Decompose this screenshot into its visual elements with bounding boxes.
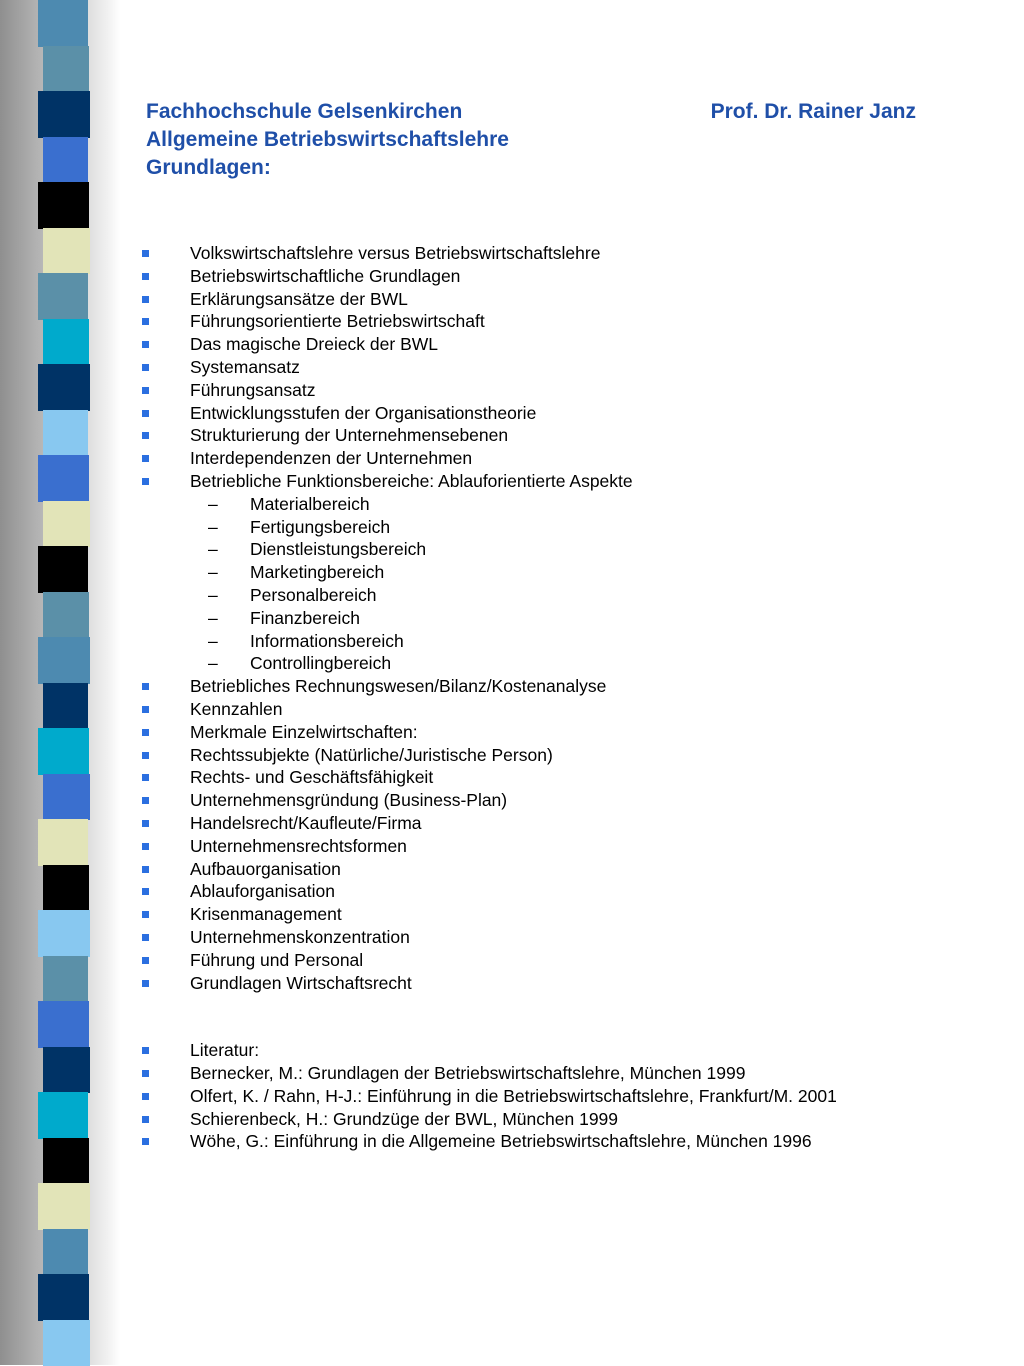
dash-marker: –	[208, 493, 218, 516]
dash-marker: –	[208, 561, 218, 584]
stripe-segment	[38, 546, 88, 593]
square-bullet-icon	[142, 706, 149, 713]
square-bullet-icon	[142, 774, 149, 781]
stripe-segment	[43, 228, 90, 275]
subtopic-text: Personalbereich	[250, 585, 376, 605]
subtopic-text: Controllingbereich	[250, 653, 391, 673]
topic-text: Führung und Personal	[190, 950, 363, 970]
square-bullet-icon	[142, 729, 149, 736]
sub-list-item	[140, 607, 1000, 630]
header-line-1	[146, 98, 916, 126]
list-item	[140, 789, 1000, 812]
list-item	[140, 766, 1000, 789]
literature-item	[140, 1062, 1000, 1085]
square-bullet-icon	[142, 432, 149, 439]
list-item	[140, 858, 1000, 881]
stripe-segment	[43, 501, 90, 548]
stripe-segment	[43, 1320, 90, 1366]
square-bullet-icon	[142, 1116, 149, 1123]
square-bullet-icon	[142, 364, 149, 371]
stripe-segment	[38, 0, 88, 47]
square-bullet-icon	[142, 934, 149, 941]
square-bullet-icon	[142, 250, 149, 257]
literature-text: Literatur:	[190, 1040, 259, 1060]
subtopic-text: Informationsbereich	[250, 631, 404, 651]
stripe-segment	[38, 1183, 90, 1230]
header-line-2	[146, 126, 916, 154]
subtopic-text: Finanzbereich	[250, 608, 360, 628]
topic-text: Volkswirtschaftslehre versus Betriebswirtschaftslehre	[190, 243, 600, 263]
list-item	[140, 242, 1000, 265]
square-bullet-icon	[142, 980, 149, 987]
topic-text: Rechts- und Geschäftsfähigkeit	[190, 767, 433, 787]
course-title: Allgemeine Betriebswirtschaftslehre	[146, 126, 509, 154]
stripe-segment	[43, 592, 89, 639]
square-bullet-icon	[142, 478, 149, 485]
list-item	[140, 835, 1000, 858]
stripe-segment	[38, 364, 90, 411]
list-item	[140, 379, 1000, 402]
square-bullet-icon	[142, 296, 149, 303]
topic-text: Ablauforganisation	[190, 881, 335, 901]
square-bullet-icon	[142, 410, 149, 417]
topic-text: Rechtssubjekte (Natürliche/Juristische Person)	[190, 745, 553, 765]
square-bullet-icon	[142, 1138, 149, 1145]
stripe-segment	[43, 410, 88, 457]
stripe-segment	[43, 46, 89, 93]
topic-text: Interdependenzen der Unternehmen	[190, 448, 472, 468]
square-bullet-icon	[142, 1047, 149, 1054]
dash-marker: –	[208, 630, 218, 653]
literature-text: Wöhe, G.: Einführung in die Allgemeine Betriebswirtschaftslehre, München 1996	[190, 1131, 812, 1151]
stripe-segment	[43, 956, 88, 1003]
square-bullet-icon	[142, 911, 149, 918]
stripe-segment	[43, 319, 89, 366]
list-item	[140, 972, 1000, 995]
list-item	[140, 880, 1000, 903]
list-item	[140, 675, 1000, 698]
list-item	[140, 744, 1000, 767]
stripe-segment	[38, 910, 90, 957]
square-bullet-icon	[142, 752, 149, 759]
stripe-segment	[38, 819, 88, 866]
stripe-segment	[38, 1274, 89, 1321]
literature-text: Schierenbeck, H.: Grundzüge der BWL, München 1999	[190, 1109, 618, 1129]
dash-marker: –	[208, 516, 218, 539]
square-bullet-icon	[142, 1093, 149, 1100]
school-name: Fachhochschule Gelsenkirchen	[146, 98, 462, 126]
literature-item	[140, 1085, 1000, 1108]
header-line-3	[146, 154, 916, 182]
topic-text: Kennzahlen	[190, 699, 282, 719]
list-item	[140, 265, 1000, 288]
list-item	[140, 310, 1000, 333]
stripe-segment	[38, 182, 89, 229]
list-item	[140, 447, 1000, 470]
list-item	[140, 356, 1000, 379]
sub-list-item	[140, 516, 1000, 539]
stripe-segment	[38, 1092, 88, 1139]
dash-marker: –	[208, 584, 218, 607]
square-bullet-icon	[142, 1070, 149, 1077]
list-item	[140, 926, 1000, 949]
header	[146, 98, 916, 182]
literature-item	[140, 1108, 1000, 1131]
list-item	[140, 424, 1000, 447]
literature-item	[140, 1130, 1000, 1153]
sub-list-item	[140, 493, 1000, 516]
sub-list-item	[140, 584, 1000, 607]
topic-text: Grundlagen Wirtschaftsrecht	[190, 973, 412, 993]
stripe-segment	[38, 1001, 89, 1048]
list-item	[140, 721, 1000, 744]
square-bullet-icon	[142, 318, 149, 325]
list-item	[140, 470, 1000, 493]
stripe-segment	[38, 91, 90, 138]
subtopic-text: Dienstleistungsbereich	[250, 539, 426, 559]
decorative-stripe	[38, 0, 94, 1365]
stripe-segment	[43, 1138, 89, 1185]
topic-text: Merkmale Einzelwirtschaften:	[190, 722, 418, 742]
literature-heading	[140, 1039, 1000, 1062]
stripe-segment	[38, 273, 88, 320]
sub-list-item	[140, 652, 1000, 675]
sub-list-item	[140, 538, 1000, 561]
topic-text: Betriebswirtschaftliche Grundlagen	[190, 266, 460, 286]
square-bullet-icon	[142, 957, 149, 964]
square-bullet-icon	[142, 341, 149, 348]
stripe-segment	[43, 865, 89, 912]
square-bullet-icon	[142, 866, 149, 873]
list-item	[140, 698, 1000, 721]
sub-list-item	[140, 561, 1000, 584]
literature-text: Bernecker, M.: Grundlagen der Betriebswirtschaftslehre, München 1999	[190, 1063, 745, 1083]
subtopic-text: Marketingbereich	[250, 562, 384, 582]
topic-outline	[140, 242, 1000, 1153]
author-name: Prof. Dr. Rainer Janz	[711, 98, 916, 126]
topic-text: Unternehmensrechtsformen	[190, 836, 407, 856]
list-item	[140, 333, 1000, 356]
list-item	[140, 288, 1000, 311]
section-title: Grundlagen:	[146, 154, 271, 182]
literature-text: Olfert, K. / Rahn, H-J.: Einführung in die Betriebswirtschaftslehre, Frankfurt/M. 2001	[190, 1086, 837, 1106]
topic-text: Aufbauorganisation	[190, 859, 341, 879]
topic-text: Krisenmanagement	[190, 904, 342, 924]
topic-text: Unternehmenskonzentration	[190, 927, 410, 947]
topic-text: Betriebliches Rechnungswesen/Bilanz/Kostenanalyse	[190, 676, 606, 696]
stripe-segment	[38, 455, 89, 502]
list-item	[140, 402, 1000, 425]
stripe-segment	[38, 637, 90, 684]
list-item	[140, 812, 1000, 835]
list-item	[140, 949, 1000, 972]
topic-text: Entwicklungsstufen der Organisationstheorie	[190, 403, 536, 423]
subtopic-text: Fertigungsbereich	[250, 517, 390, 537]
square-bullet-icon	[142, 843, 149, 850]
topic-text: Das magische Dreieck der BWL	[190, 334, 438, 354]
topic-text: Erklärungsansätze der BWL	[190, 289, 408, 309]
square-bullet-icon	[142, 683, 149, 690]
stripe-segment	[43, 1047, 90, 1094]
stripe-segment	[43, 683, 88, 730]
list-item	[140, 903, 1000, 926]
topic-text: Strukturierung der Unternehmensebenen	[190, 425, 508, 445]
topic-text: Systemansatz	[190, 357, 300, 377]
square-bullet-icon	[142, 455, 149, 462]
stripe-segment	[43, 774, 90, 821]
section-gap	[140, 994, 1000, 1039]
square-bullet-icon	[142, 387, 149, 394]
stripe-segment	[43, 1229, 88, 1276]
topic-text: Führungsorientierte Betriebswirtschaft	[190, 311, 485, 331]
square-bullet-icon	[142, 888, 149, 895]
subtopic-text: Materialbereich	[250, 494, 370, 514]
square-bullet-icon	[142, 820, 149, 827]
square-bullet-icon	[142, 797, 149, 804]
topic-text: Betriebliche Funktionsbereiche: Ablauforientierte Aspekte	[190, 471, 633, 491]
sub-list-item	[140, 630, 1000, 653]
topic-text: Handelsrecht/Kaufleute/Firma	[190, 813, 422, 833]
stripe-segment	[38, 728, 89, 775]
topic-text: Führungsansatz	[190, 380, 316, 400]
dash-marker: –	[208, 607, 218, 630]
dash-marker: –	[208, 652, 218, 675]
square-bullet-icon	[142, 273, 149, 280]
stripe-segment	[43, 137, 88, 184]
topic-text: Unternehmensgründung (Business-Plan)	[190, 790, 507, 810]
dash-marker: –	[208, 538, 218, 561]
